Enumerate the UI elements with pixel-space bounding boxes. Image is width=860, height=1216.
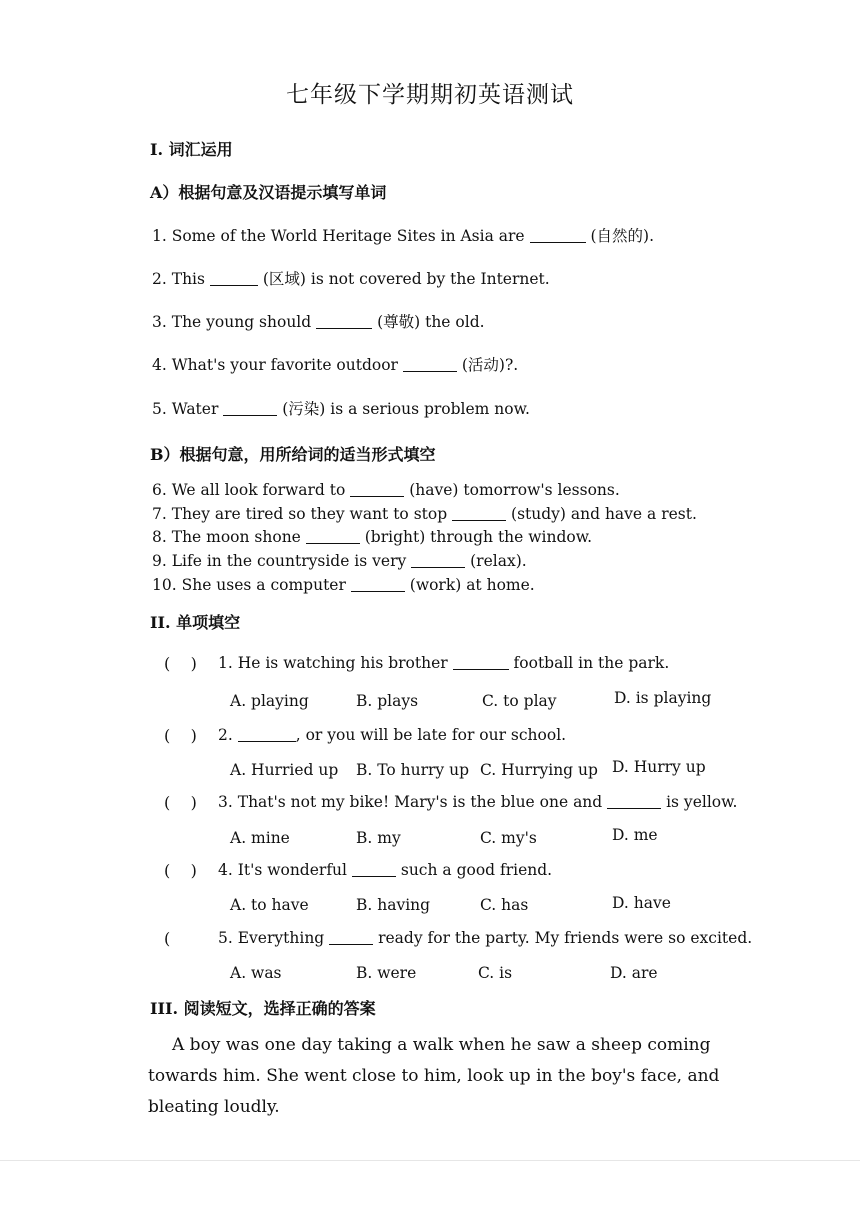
question-item: 6. We all look forward to (have) tomorrow's lessons. <box>152 481 620 499</box>
answer-blank[interactable] <box>306 542 360 544</box>
mc-question: 3. That's not my bike! Mary's is the blue one and is yellow. <box>218 793 738 811</box>
option-d[interactable]: D. Hurry up <box>612 758 706 776</box>
answer-blank[interactable] <box>530 241 586 243</box>
option-c[interactable]: C. is <box>478 964 513 982</box>
answer-parentheses[interactable]: ( ) <box>164 793 197 812</box>
option-b[interactable]: B. To hurry up <box>356 761 470 779</box>
option-a[interactable]: A. Hurried up <box>230 761 339 779</box>
part-a-heading: A）根据句意及汉语提示填写单词 <box>150 183 387 202</box>
option-c[interactable]: C. has <box>480 896 529 914</box>
answer-blank <box>607 807 661 809</box>
option-c[interactable]: C. to play <box>482 692 557 710</box>
question-item: 3. The young should (尊敬) the old. <box>152 313 485 331</box>
question-item: 10. She uses a computer (work) at home. <box>152 576 535 594</box>
option-b[interactable]: B. plays <box>356 692 419 710</box>
answer-blank <box>453 668 509 670</box>
section-heading-vocabulary: I. 词汇运用 <box>150 140 233 159</box>
question-item: 4. What's your favorite outdoor (活动)?. <box>152 356 519 374</box>
question-item: 9. Life in the countryside is very (relax). <box>152 552 527 570</box>
answer-blank[interactable] <box>452 519 506 521</box>
section-heading-reading: III. 阅读短文，选择正确的答案 <box>150 999 376 1018</box>
answer-blank[interactable] <box>223 414 277 416</box>
option-d[interactable]: D. have <box>612 894 671 912</box>
question-item: 8. The moon shone (bright) through the window. <box>152 528 593 546</box>
section-heading-multiple-choice: II. 单项填空 <box>150 613 241 632</box>
mc-question: 2. , or you will be late for our school. <box>218 726 567 744</box>
option-d[interactable]: D. me <box>612 826 658 844</box>
option-d[interactable]: D. are <box>610 964 658 982</box>
option-c[interactable]: C. my's <box>480 829 537 847</box>
option-b[interactable]: B. were <box>356 964 417 982</box>
option-b[interactable]: B. my <box>356 829 401 847</box>
question-item: 1. Some of the World Heritage Sites in Asia are (自然的). <box>152 227 654 245</box>
answer-parentheses[interactable]: ( ) <box>164 654 197 673</box>
answer-blank <box>329 943 373 945</box>
mc-question: 1. He is watching his brother football in the park. <box>218 654 670 672</box>
question-item: 2. This (区域) is not covered by the Internet. <box>152 270 550 288</box>
answer-blank <box>238 740 296 742</box>
answer-parentheses[interactable]: ( ) <box>164 726 197 745</box>
mc-question: 5. Everything ready for the party. My friends were so excited. <box>218 929 753 947</box>
answer-parentheses[interactable]: ( <box>164 929 171 948</box>
option-c[interactable]: C. Hurrying up <box>480 761 598 779</box>
part-b-heading: B）根据句意，用所给词的适当形式填空 <box>150 445 436 464</box>
answer-blank[interactable] <box>210 284 258 286</box>
answer-parentheses[interactable]: ( ) <box>164 861 197 880</box>
option-a[interactable]: A. mine <box>230 829 290 847</box>
question-item: 7. They are tired so they want to stop (study) and have a rest. <box>152 505 697 523</box>
reading-passage: A boy was one day taking a walk when he saw a sheep coming towards him. She went close to him, look up in the boy's face, and bleating loudly. <box>148 1035 720 1117</box>
answer-blank[interactable] <box>350 495 404 497</box>
answer-blank <box>352 875 396 877</box>
option-b[interactable]: B. having <box>356 896 431 914</box>
option-a[interactable]: A. to have <box>230 896 309 914</box>
page-title: 七年级下学期期初英语测试 <box>286 82 574 108</box>
question-item: 5. Water (污染) is a serious problem now. <box>152 400 530 418</box>
option-a[interactable]: A. was <box>230 964 282 982</box>
option-d[interactable]: D. is playing <box>614 689 712 707</box>
page-bottom-divider <box>0 1160 860 1161</box>
mc-question: 4. It's wonderful such a good friend. <box>218 861 553 879</box>
answer-blank[interactable] <box>351 590 405 592</box>
answer-blank[interactable] <box>411 566 465 568</box>
answer-blank[interactable] <box>403 370 457 372</box>
answer-blank[interactable] <box>316 327 372 329</box>
option-a[interactable]: A. playing <box>230 692 309 710</box>
